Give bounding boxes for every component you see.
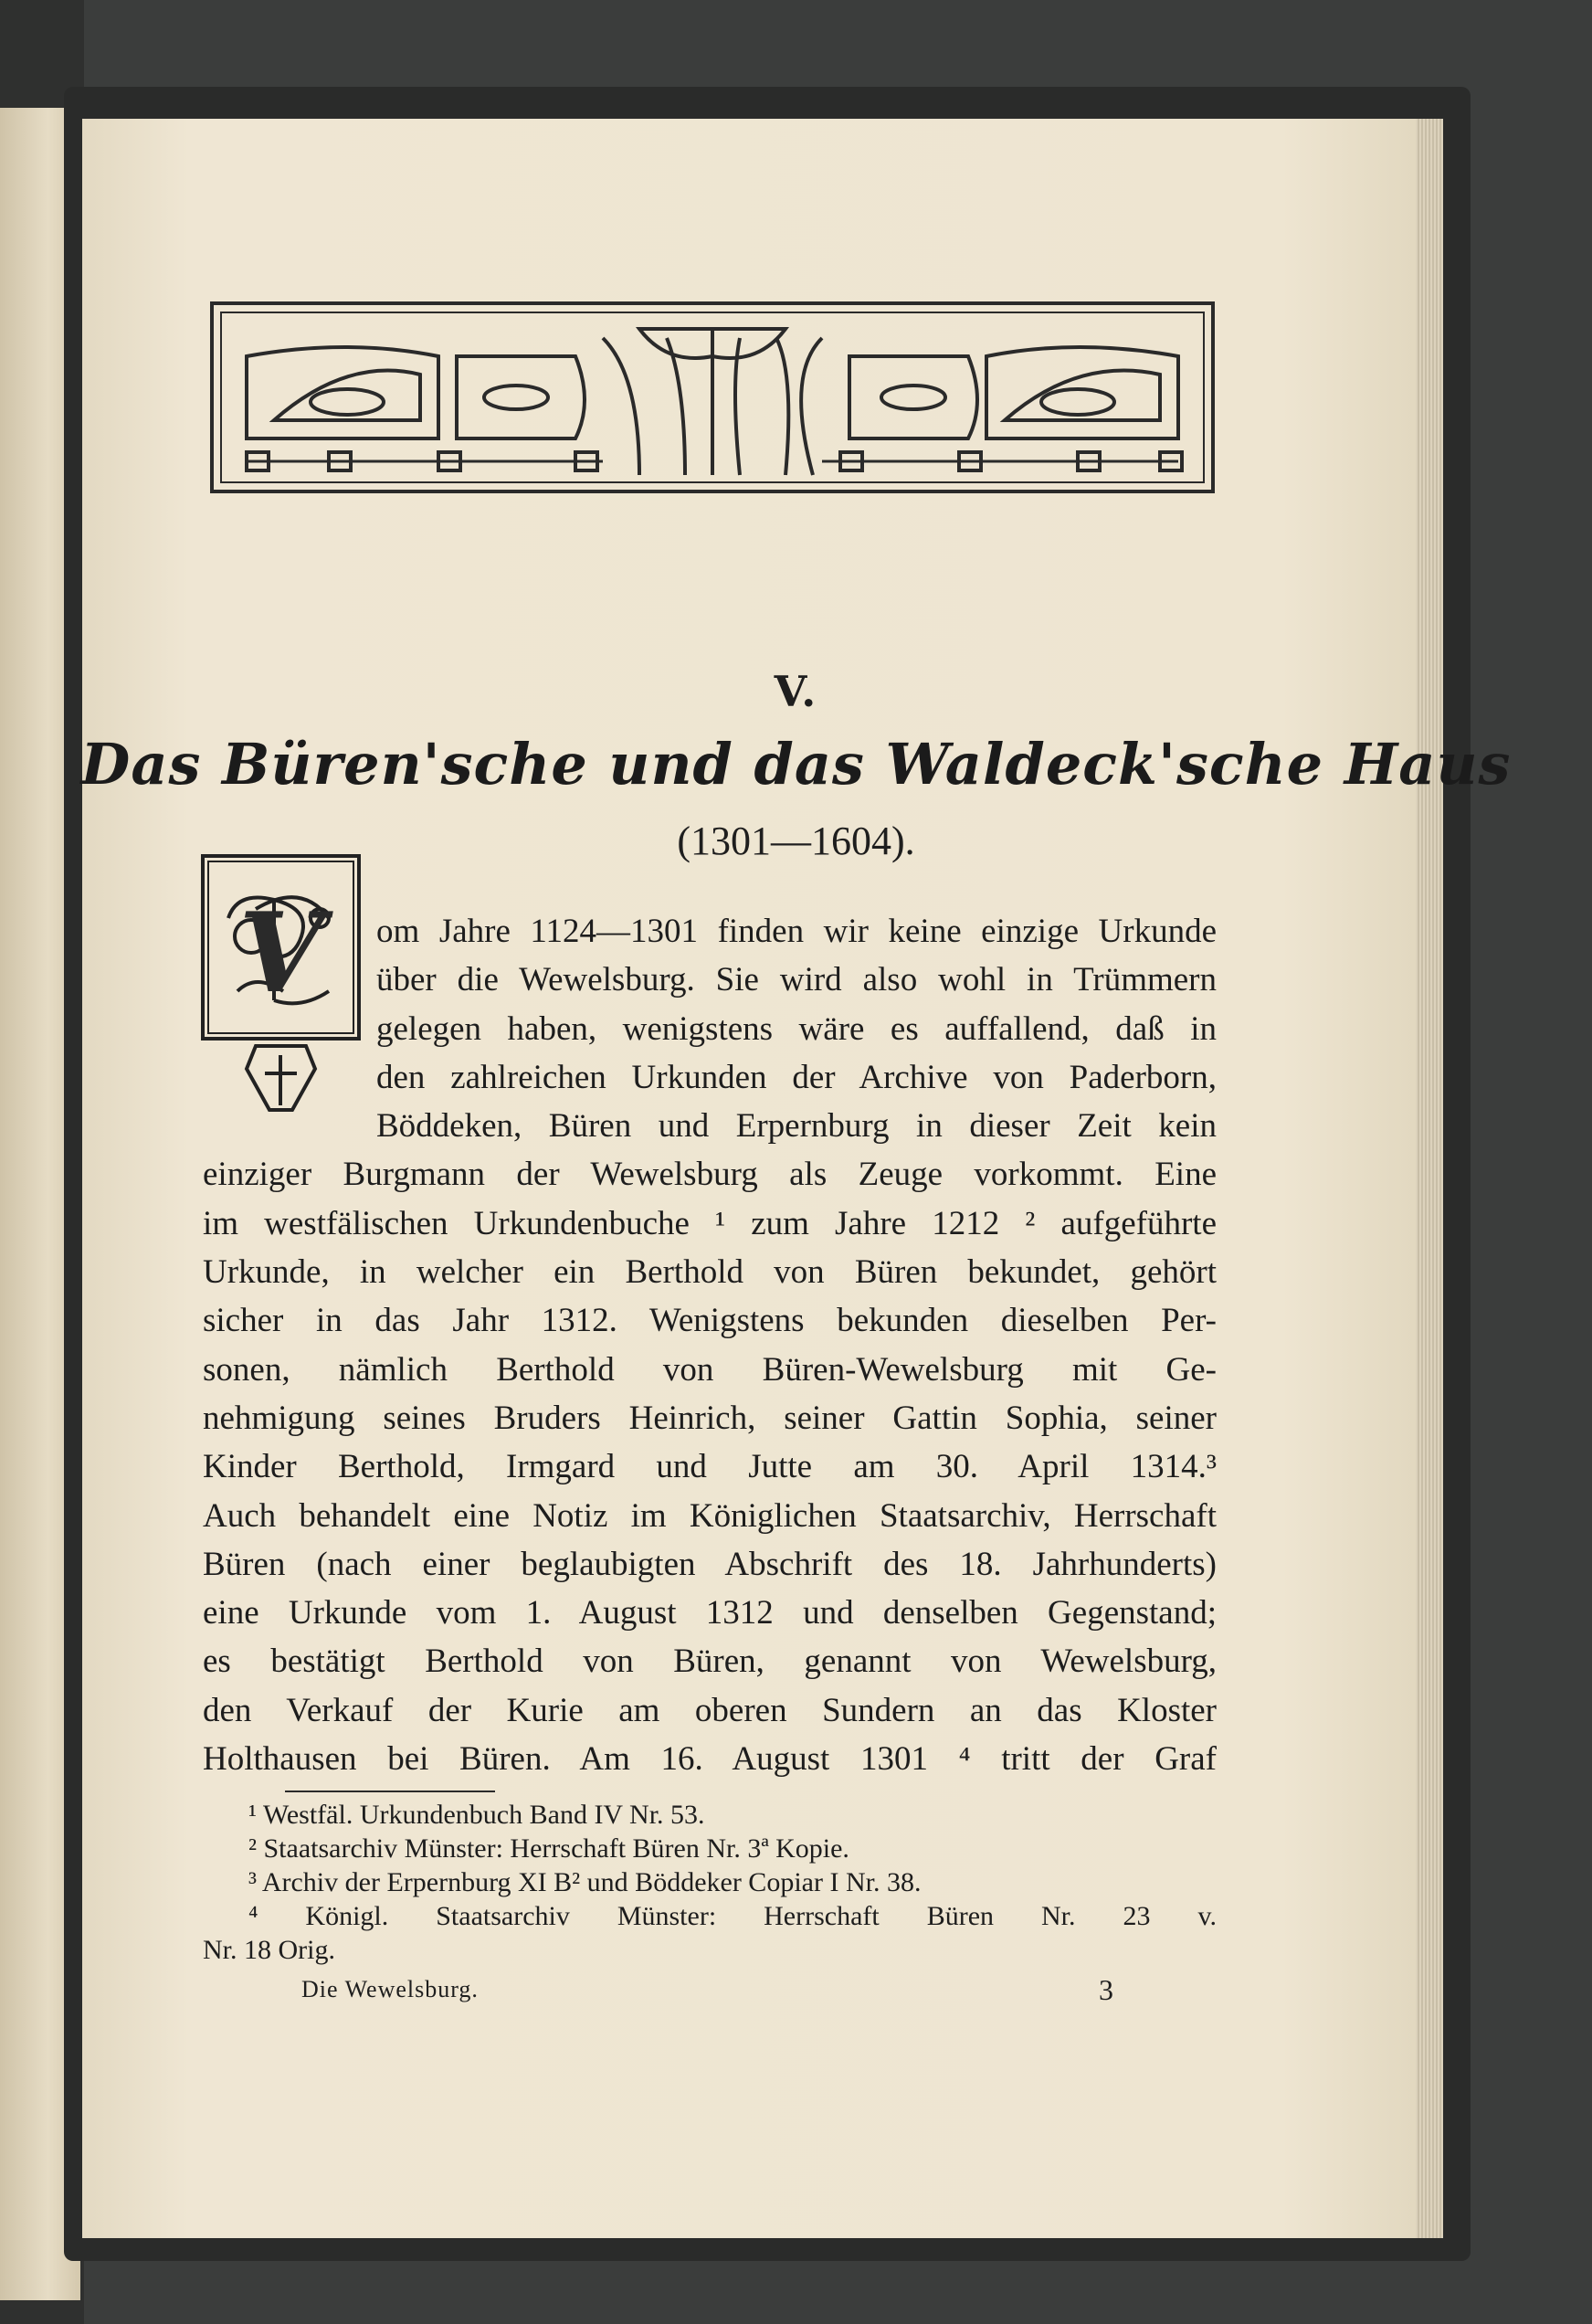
text-line: den zahlreichen Urkunden der Archive von Paderborn, <box>376 1058 1217 1096</box>
text-line: sonen, nämlich Berthold von Büren-Wewelsburg mit Ge- <box>203 1350 1217 1389</box>
text-line: Böddeken, Büren und Erpernburg in dieser Zeit kein <box>376 1107 1217 1146</box>
text-line: Urkunde, in welcher ein Berthold von Büren bekundet, gehört <box>203 1253 1217 1292</box>
text-line: sicher in das Jahr 1312. Wenigstens bekunden dieselben Per- <box>203 1302 1217 1340</box>
text-line: Kinder Berthold, Irmgard und Jutte am 30. April 1314.³ <box>203 1448 1217 1486</box>
text-line: nehmigung seines Bruders Heinrich, seiner Gattin Sophia, seiner <box>203 1399 1217 1437</box>
footnote-4-continued: Nr. 18 Orig. <box>203 1935 335 1965</box>
text-line: es bestätigt Berthold von Büren, genannt von Wewelsburg, <box>203 1643 1217 1681</box>
text-line: den Verkauf der Kurie am oberen Sundern an das Kloster <box>203 1691 1217 1729</box>
footnotes <box>203 1798 1217 1967</box>
text-line: Holthausen bei Büren. Am 16. August 1301 ⁴ tritt der Graf <box>203 1740 1217 1779</box>
text-line: über die Wewelsburg. Sie wird also wohl in Trümmern <box>376 961 1217 999</box>
footnote-separator <box>285 1791 495 1792</box>
chapter-years: (1301—1604). <box>677 819 915 863</box>
running-title: Die Wewelsburg. <box>301 1976 479 2002</box>
footnote-2: ² Staatsarchiv Münster: Herrschaft Büren Nr. 3ª Kopie. <box>248 1833 849 1864</box>
chapter-title: Das Büren'sche und das Waldeck'sche Haus <box>80 731 1512 798</box>
text-line: Büren (nach einer beglaubigten Abschrift des 18. Jahrhunderts) <box>203 1545 1217 1583</box>
footnote-4: ⁴ Königl. Staatsarchiv Münster: Herrschaft Büren Nr. 23 v. <box>248 1901 1217 1931</box>
decorative-header-ornament <box>210 301 1215 493</box>
footnote-3: ³ Archiv der Erpernburg XI B² und Böddeker Copiar I Nr. 38. <box>248 1867 922 1897</box>
page-stack-edge <box>1416 119 1443 2238</box>
text-line: eine Urkunde vom 1. August 1312 und denselben Gegenstand; <box>203 1594 1217 1632</box>
text-line: Auch behandelt eine Notiz im Königlichen Staatsarchiv, Herrschaft <box>203 1496 1217 1535</box>
footnote-1: ¹ Westfäl. Urkundenbuch Band IV Nr. 53. <box>248 1800 705 1830</box>
page-number: 3 <box>1099 1973 1113 2006</box>
body-text <box>203 907 1217 1783</box>
text-line: gelegen haben, wenigstens wäre es auffallend, daß in <box>376 1009 1217 1048</box>
text-line: im westfälischen Urkundenbuche ¹ zum Jahre 1212 ² aufgeführte <box>203 1204 1217 1242</box>
chapter-number: V. <box>774 667 818 716</box>
text-line: einziger Burgmann der Wewelsburg als Zeuge vorkommt. Eine <box>203 1156 1217 1194</box>
svg-text:V: V <box>238 889 324 1018</box>
text-line: om Jahre 1124—1301 finden wir keine einzige Urkunde <box>376 913 1217 950</box>
